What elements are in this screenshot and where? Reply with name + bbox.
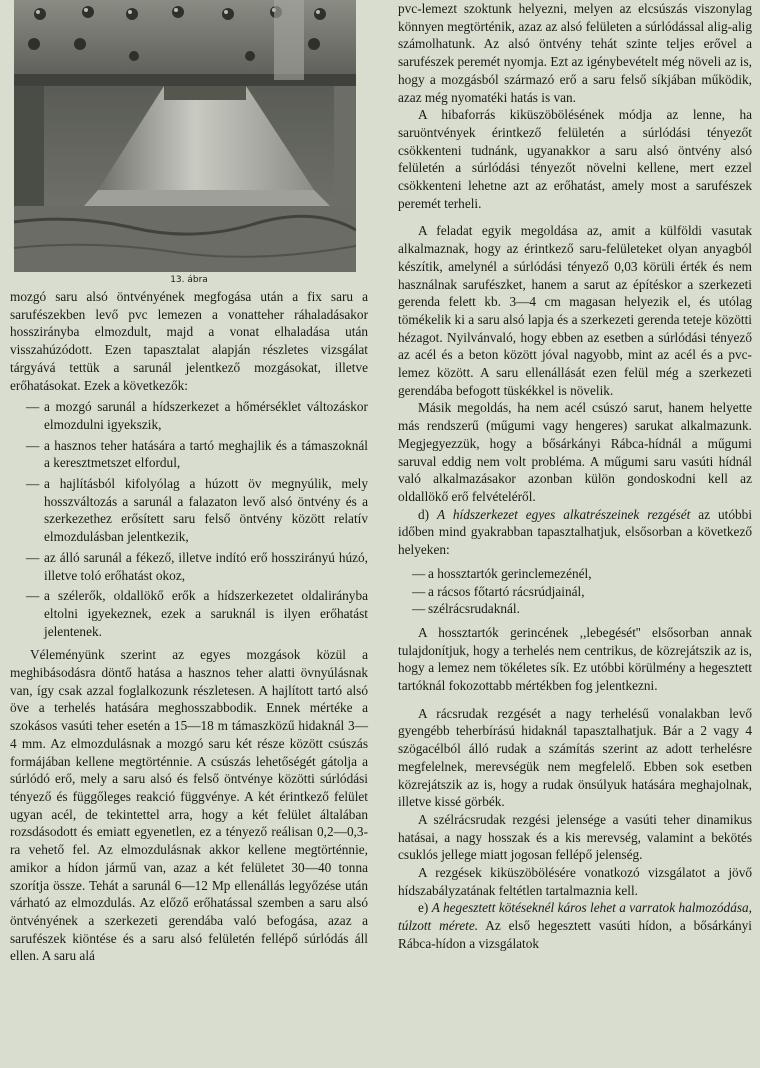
section-text-e: Az első hegesztett vasúti hídon, a bősárkányi Rábca-hídon a vizsgálatok (398, 918, 752, 951)
left-column (10, 0, 368, 965)
left-paragraph-2: Véleményünk szerint az egyes mozgások közül a meghibásodásra döntő hatása a hasznos teher alatti övnyúlásnak van, így csak azzal foglalkozunk részletesen. A hajlított tartó alsó öve a terhelés hatására meghosszabbodik. Ennek mértéke a szokásos vasúti teher esetén a 15—18 m támaszközű hidaknál 3—4 mm. Az elmozdulásnak a mozgó saru két része között csúszás formájában kellene megtörténnie. A csúszás lehetőségét gátolja a súrlódó erő, mely a saru alsó és felső öntvénye közötti súrlódási tényező és függőleges reakció függvénye. A két érintkező felület ugyan acél, de tekintettel arra, hogy a két felület általában rozsdásodott és emiatt egyenetlen, ez a tényező reálisan 0,2—0,3-ra vehető fel. Az elmozdulásnak akkor kellene megtörténnie, amikor a hídon jármű van, azaz a két felületet 30—40 tonna szorítja össze. Tehát a sarunál 6—12 Mp ellenállás legyőzése után várható az elmozdulás. Az előző erőhatással szemben a saru alsó öntvényének a szerkezeti gerendába való befogása, azaz a sarufészek kiöntése és a saru alsó felületén fellépő súrlódás áll ellen. A saru alá (10, 647, 368, 964)
right-paragraph-5 (398, 506, 752, 559)
movement-list (10, 398, 368, 640)
right-paragraph-1: pvc-lemezt szoktunk helyezni, melyen az elcsúszás viszonylag könnyen megtörténik, azaz az alsó felületen a súrlódással alig-alig számolhatunk. Az alsó öntvény tehát szinte teljes erővel a sarufészek peremét nyomja. Ezt az igénybevételt még növeli az is, hogy a mozgásból származó erő a saru felső síkjában működik, azaz még nyomatéki hatás is van. (398, 1, 752, 105)
right-paragraph-10 (398, 899, 752, 952)
list-item: — az álló sarunál a fékező, illetve indító erő hosszirányú húzó, illetve toló erőhatást okoz, (10, 549, 368, 584)
bridge-bearing-photo (14, 0, 356, 272)
section-text-d: az utóbbi időben mind gyakrabban tapasztalhatjuk, elsősorban a következő helyeken: (398, 506, 753, 558)
list-item: — a hajlításból kifolyólag a húzott öv megnyúlik, mely hosszváltozás a sarunál a falazaton levő alsó öntvény és a szerkezethez erősített saru felső öntvény között relatív elmozdulásban jelentkezik, (10, 475, 368, 546)
right-paragraph-2: A hibaforrás kiküszöbölésének módja az lenne, ha saruöntvények érintkező felületén a súrlódási tényezőt csökkenteni tudnánk, ugyanakkor a saru alsó öntvény alsó felületén a súrlódási tényezőt növelni kellene, mert ezzel csökkenteni lehetne azt az erőhatást, amely most a sarufészek peremét terheli. (398, 107, 752, 211)
list-item: — a hasznos teher hatására a tartó meghajlik és a támaszoknál a keresztmetszet elfordul, (10, 437, 368, 472)
right-paragraph-6: A hossztartók gerincének ,,lebegését'' elsősorban annak tulajdonítjuk, hogy a terhelés nem centrikus, de közrejátszik az is, hogy a lemez nem tökéletes sík. Ez utóbbi körülmény a hegesztett tartóknál fokozottabb mértékben fog jelentkezni. (398, 624, 752, 694)
left-paragraph-1: mozgó saru alsó öntvényének megfogása után a fix saru a sarufészekben levő pvc lemezen a vonatteher ráhaladásakor hosszirányba elmozdult, majd a vonat elhaladása után visszahúzódott. Ezen tapasztalat alapján részletes vizsgálat tárgyává tettük a sarunál jelentkező mozgásokat, illetve erőhatásokat. Ezek a következők: (10, 289, 368, 393)
list-item: — a mozgó sarunál a hídszerkezet a hőmérséklet változáskor elmozdulni igyekszik, (10, 398, 368, 433)
right-paragraph-4: Másik megoldás, ha nem acél csúszó sarut, hanem helyette más rendszerű (műgumi vagy hengeres) sarukat alkalmazunk. Megjegyezzük, hogy a bősárkányi Rábca-hídnál a műgumi saruval eddig nem volt probléma. A műgumi saru vasúti hídnál való alkalmazásakor azonban külön gondoskodni kell az oldallökő erő felvételéről. (398, 400, 752, 504)
figure-caption: 13. ábra (170, 275, 208, 285)
section-heading-d: A hídszerkezet egyes alkatrészeinek rezgését (437, 506, 691, 522)
section-heading-e: A hegesztett kötéseknél káros lehet a varratok halmozódása, túlzott mérete. (398, 900, 752, 934)
right-column (398, 0, 752, 953)
figure-photo (14, 0, 356, 272)
right-paragraph-7: A rácsrudak rezgését a nagy terhelésű vonalakban levő gyengébb teherbírású hidaknál tapasztalhatjuk. Bár a 2 vagy 4 szögacélból álló rudak a számítás szerint az adott terhelésre megfelelnek, merevségük nem megfelelő. Ebben sok esetben közrejátszik az is, hogy a rudak önsúlyuk hatására meghajolnak, illetve kissé görbék. (398, 705, 752, 810)
list-item: — a hossztartók gerinclemezénél, (398, 565, 752, 583)
section-letter-e: e) (418, 900, 432, 916)
list-item: — szélrácsrudaknál. (398, 600, 752, 618)
list-item: — a szélerők, oldallökő erők a hídszerkezetet oldalirányba eltolni igyekeznek, ezek a saruknál is ilyen erőhatást jelentenek. (10, 587, 368, 640)
list-item: — a rácsos főtartó rácsrúdjainál, (398, 583, 752, 601)
right-paragraph-9: A rezgések kiküszöbölésére vonatkozó vizsgálatot a jövő hídszabályzatának feltétlen tartalmaznia kell. (398, 865, 752, 898)
right-paragraph-8: A szélrácsrudak rezgési jelensége a vasúti teher dinamikus hatásai, a nagy hosszak és a kis merevség, valamint a bekötés csuklós jellege miatt jogosan fellépő jelenség. (398, 811, 752, 863)
right-paragraph-3: A feladat egyik megoldása az, amit a külföldi vasutak alkalmaznak, hogy az érintkező saru-felületeket olyan anyagból készítik, amelynél a súrlódási tényező 0,03 körüli érték és nem használnak sarufészket, hanem a sarut az építéskor a szerkezeti gerenda felett kb. 3—4 cm magasan helyezik el, és utólag tömékelik ki a saru alsó lapja és a szerkezeti gerenda teteje közötti hézagot. Nyilvánvaló, hogy ebben az esetben a súrlódási tényező az acél és a beton között jóval nagyobb, mint az acél és a pvc-lemez között. A saru ellenállását ezen felül még a szerkezeti gerendába befogott tüskékkel is növelik. (398, 223, 752, 398)
vibration-list (398, 565, 752, 618)
section-letter-d: d) (418, 506, 438, 522)
